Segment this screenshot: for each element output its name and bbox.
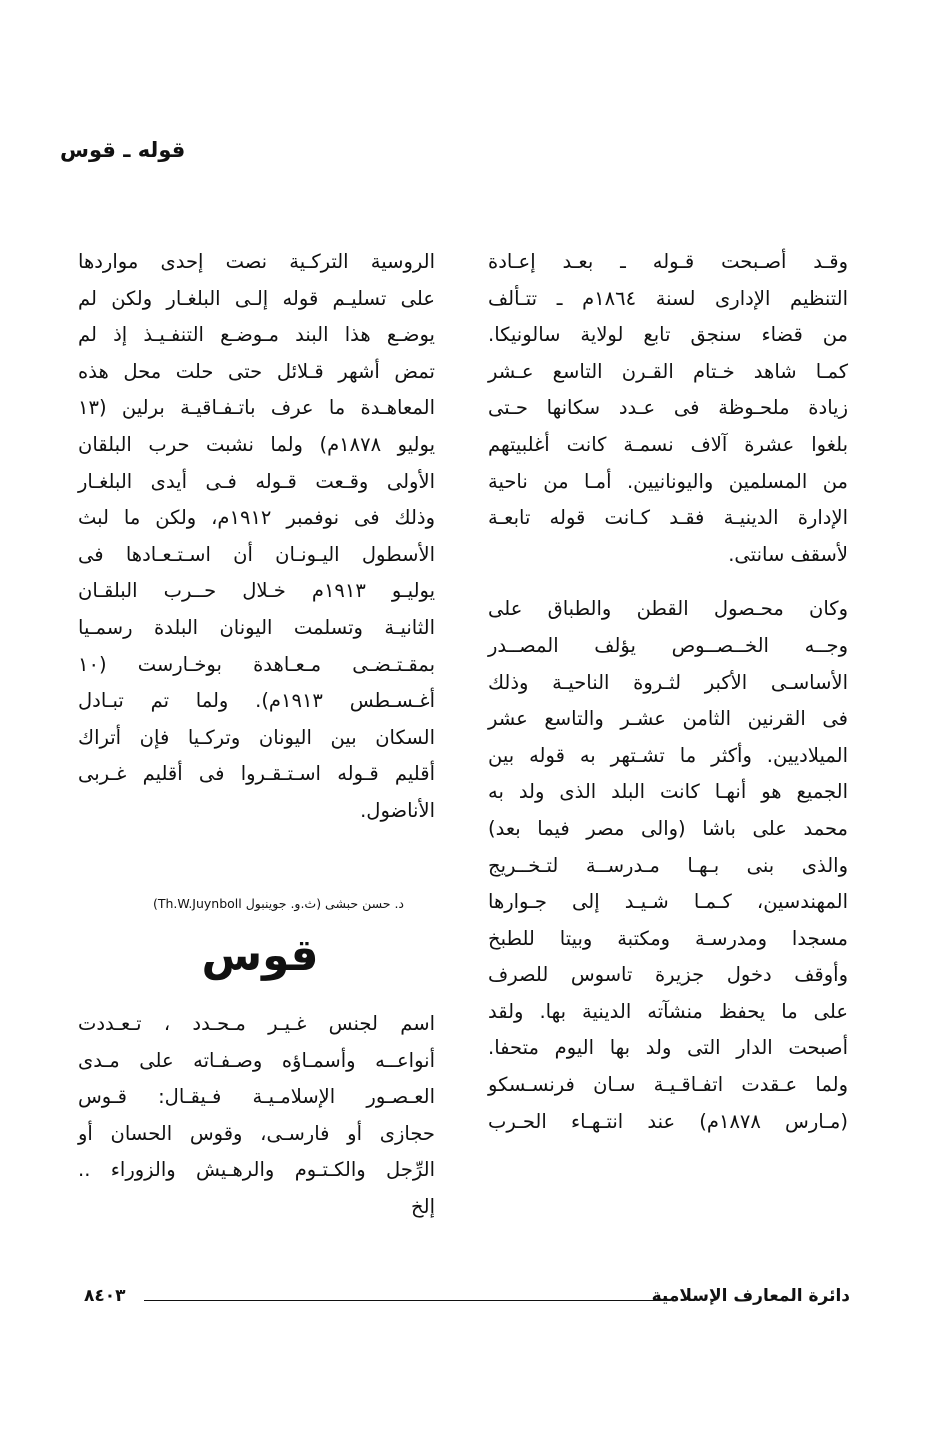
page-footer [84, 1286, 850, 1310]
text-line: ولما عـقدت اتفـاقـيـة سـان فرنسـسكو [488, 1073, 848, 1097]
text-line: إلخ [411, 1194, 435, 1218]
text-line: اسم لجنس غـيـر مـحـدد ، تـعـددت [78, 1012, 435, 1035]
text-line: وذلك فى نوفمبر ١٩١٢م، ولكن ما لبث [78, 506, 435, 530]
text-line: الأناضول. [360, 798, 435, 822]
text-line: يوليو ١٨٧٨م) ولما نشبت حرب البلقان [78, 432, 435, 456]
text-line: الجميع هو أنهـا كانت البلد الذى ولد به [488, 780, 848, 804]
text-line: الروسية التركـية نصت إحدى مواردها [78, 250, 435, 273]
author-signature: د. حسن حبشى (ث.و. جوينبول Th.W.Juynboll) [152, 896, 404, 911]
right-paragraph-2 [488, 591, 848, 1140]
text-line: الرِّجل والكـتـوم والرهـيش والزوراء .. [78, 1158, 435, 1182]
text-line: بمقـتـضـى مـعـاهدة بوخـارست (١٠ [78, 652, 435, 676]
text-line: يوليـو ١٩١٣م خـلال حــرب البلقـان [78, 579, 436, 603]
text-line: الأساسـى الأكبر لثـروة الناحيـة وذلك [488, 670, 848, 694]
text-line: التنظيم الإدارى لسنة ١٨٦٤م ـ تتـألف [488, 286, 848, 310]
entry-title: قوس [201, 930, 319, 981]
text-line: أغـسـطس ١٩١٣م). ولما تم تبـادل [78, 689, 435, 713]
text-line: من قضاء سنجق تابع لولاية سالونيكا. [488, 323, 848, 347]
text-line: بلغوا عشرة آلاف نسمـة كانت أغلبيتهم [488, 432, 848, 456]
text-line: مسجدا ومدرسـة ومكتبة وبيتا للطبخ [488, 926, 848, 950]
text-line: يوضـع هذا البند مـوضـع التنفـيـذ إذ لم [78, 323, 435, 347]
right-paragraph-1 [488, 244, 848, 573]
text-line: أقليم قـوله اسـتـقـروا فى أقليم غـربى [78, 762, 435, 786]
text-line: والذى بنى بـهـا مـدرســة لتـخــريج [488, 853, 848, 877]
text-line: المهندسين، كـمـا شـيـد إلى جـوارها [488, 890, 848, 914]
text-line: لأسقف سانتى. [728, 542, 848, 566]
text-line: كمـا شاهد خـتام القـرن التاسع عـشر [488, 359, 848, 383]
text-line: المعاهـدة ما عرف باتـفـاقيـة برلين (١٣ [78, 396, 435, 420]
text-line: العـصـور الإسلامـيـة فـيقـال: قـوس [78, 1085, 435, 1109]
text-line: وأوقف دخول جزيرة تاسوس للصرف [488, 963, 848, 987]
text-line: الثانيـة وتسلمت اليونان البلدة رسمـيا [78, 615, 435, 639]
left-paragraph-2 [78, 1006, 435, 1226]
footer-rule [144, 1300, 670, 1301]
text-line: حجازى أو فارسـى، وقوس الحسان أو [78, 1121, 435, 1145]
left-column [78, 244, 435, 830]
text-line: الميلاديين. وأكثر ما تشـتهر به قوله بين [488, 743, 848, 767]
text-line: أنواعــه وأسمـاؤه وصـفـاته على مـدى [78, 1048, 435, 1072]
text-line: على تسليـم قوله إلـى البلغـار ولكن لم [78, 286, 435, 310]
text-line: محمد على باشا (والى مصر فيما بعد) [488, 816, 848, 840]
text-line: زيادة ملحـوظة فى عـدد سكانها حـتى [488, 396, 848, 420]
left-column-entry [78, 1006, 435, 1226]
text-line: وقـد أصـبحت قـوله ـ بعـد إعـادة [488, 250, 848, 273]
right-column [488, 244, 848, 1140]
left-paragraph-1 [78, 244, 435, 830]
text-line: الإدارة الدينيـة فقـد كـانت قوله تابعـة [488, 506, 848, 530]
text-line: (مـارس ١٨٧٨م) عند انتـهـاء الحـرب [488, 1109, 848, 1133]
text-line: أصبحت الدار التى ولد بها اليوم متحفا. [488, 1036, 848, 1060]
text-line: وجــه الخــصــوص يؤلف المصــدر [488, 633, 848, 657]
running-head: قوله ـ قوس [60, 138, 186, 162]
text-line: على ما يحفظ منشآته الدينية بها. ولقد [488, 999, 848, 1023]
text-line: السكان بين اليونان وتركـيا فإن أتراك [78, 725, 435, 749]
text-line: فى القرنين الثامن عشـر والتاسع عشر [488, 707, 848, 731]
journal-title: دائرة المعارف الإسلامية [651, 1286, 850, 1306]
text-line: الأسطول اليـونـان أن اسـتـعـادها فى [78, 542, 435, 566]
text-line: الأولى وقـعت قـوله فـى أيدى البلغـار [78, 469, 435, 493]
page-number: ٨٤٠٣ [84, 1286, 126, 1306]
text-line: وكان محـصول القطن والطباق على [488, 597, 848, 621]
text-line: تمض أشهر قـلائل حتى حلت محل هذه [78, 359, 435, 383]
text-line: من المسلمين واليونانيين. أمـا من ناحية [488, 469, 848, 493]
